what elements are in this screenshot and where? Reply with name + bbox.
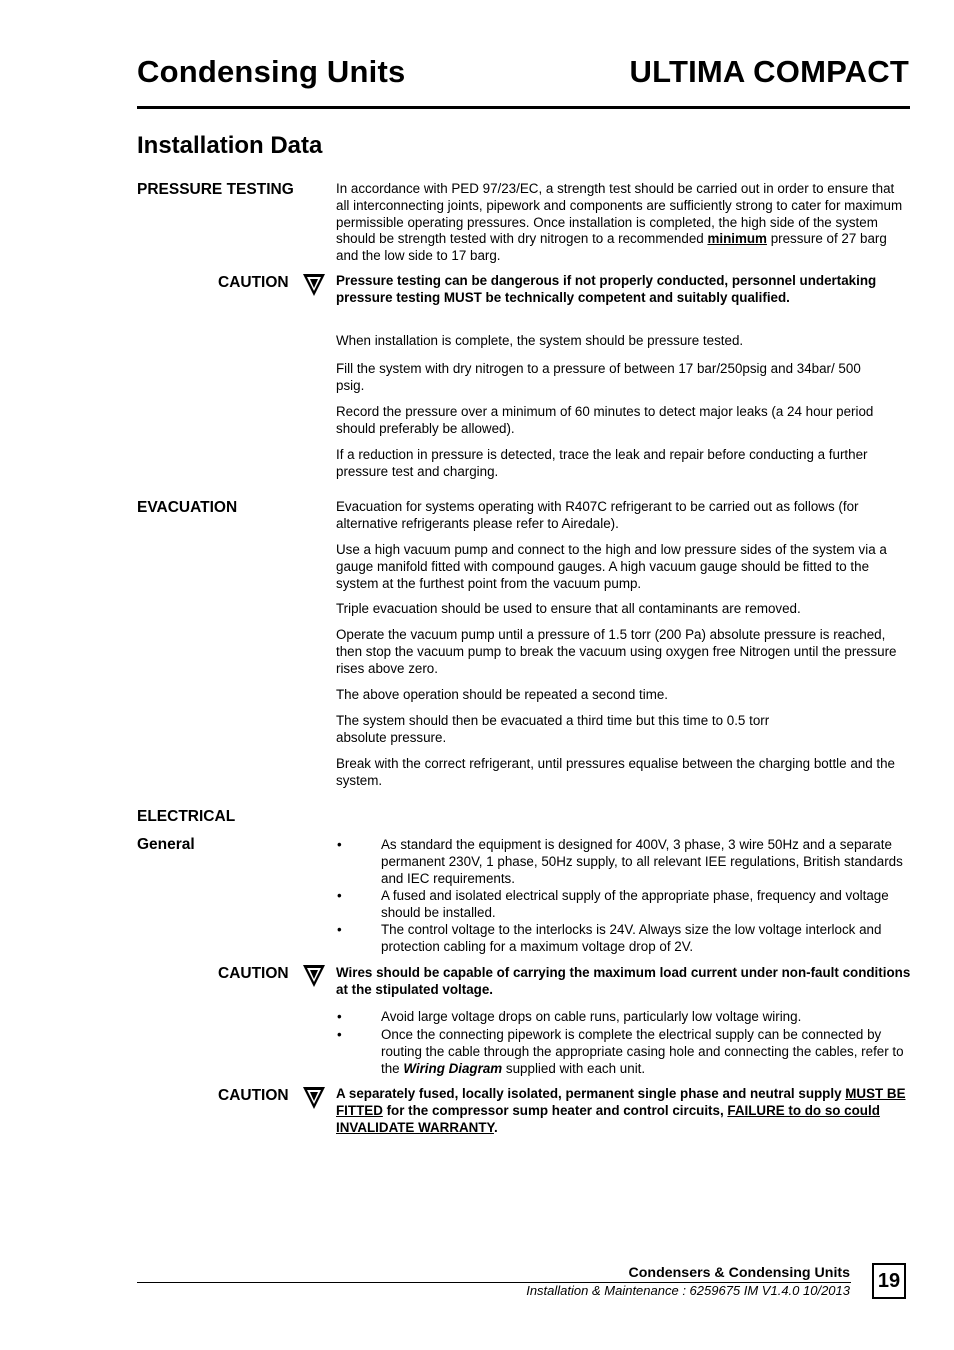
- caution-warning-icon: [302, 273, 326, 297]
- section-title: Installation Data: [137, 132, 323, 159]
- paragraph: Operate the vacuum pump until a pressure of 1.5 torr (200 Pa) absolute pressure is reached, then stop the vacuum pump to break the vacuum using oxygen free Nitrogen until the pressure rises above zero.: [336, 627, 897, 676]
- header-title: Condensing Units: [137, 54, 406, 89]
- paragraph: The system should then be evacuated a third time but this time to 0.5 torr absolute pressure.: [336, 713, 770, 745]
- paragraph: If a reduction in pressure is detected, trace the leak and repair before conducting a further pressure test and charging.: [336, 447, 868, 479]
- list-item: As standard the equipment is designed for 400V, 3 phase, 3 wire 50Hz and a separate permanent 230V, 1 phase, 50Hz supply, to all relevant IEE regulations, British standards and IEC requirements.: [381, 837, 903, 886]
- caution-warning-icon: [302, 964, 326, 988]
- caution-label: CAUTION: [218, 965, 289, 982]
- pressure-testing-intro: In accordance with PED 97/23/EC, a strength test should be carried out in order to ensure that all interconnecting joints, pipework and components are sufficiently strong to cater for maximum permissible operating pressures. Once installation is completed, the high side of the system should be strength tested with dry nitrogen to a recommended minimum pressure of 27 barg and the low side to 17 barg.: [336, 181, 903, 264]
- product-title: ULTIMA COMPACT: [629, 54, 909, 89]
- general-subheading: General: [137, 836, 195, 853]
- bullet-marker: •: [337, 888, 342, 903]
- wiring-diagram-reference: Wiring Diagram: [403, 1060, 503, 1076]
- bullet-marker: •: [337, 837, 342, 852]
- paragraph: When installation is complete, the system should be pressure tested.: [336, 333, 744, 348]
- caution-label: CAUTION: [218, 274, 289, 291]
- caution-text: Wires should be capable of carrying the maximum load current under non-fault conditions at the stipulated voltage.: [336, 965, 911, 997]
- header-divider: [137, 106, 910, 109]
- list-item: A fused and isolated electrical supply of the appropriate phase, frequency and voltage should be installed.: [381, 888, 889, 920]
- paragraph: Triple evacuation should be used to ensure that all contaminants are removed.: [336, 601, 801, 616]
- pressure-testing-heading: PRESSURE TESTING: [137, 181, 294, 198]
- bullet-marker: •: [337, 1009, 342, 1024]
- evacuation-heading: EVACUATION: [137, 499, 238, 516]
- electrical-heading: ELECTRICAL: [137, 808, 236, 825]
- page-number: 19: [872, 1263, 906, 1299]
- footer-document-reference: Installation & Maintenance : 6259675 IM V1.4.0 10/2013: [526, 1283, 850, 1298]
- paragraph: Record the pressure over a minimum of 60 minutes to detect major leaks (a 24 hour period should preferably be allowed).: [336, 404, 874, 436]
- emphasis-minimum: minimum: [707, 231, 767, 247]
- list-item: The control voltage to the interlocks is 24V. Always size the low voltage interlock and protection cabling for a maximum voltage drop of 2V.: [381, 922, 882, 954]
- caution-warning-icon: [302, 1086, 326, 1110]
- list-item: Once the connecting pipework is complete the electrical supply can be connected by routing the cable through the appropriate casing hole and connecting the cables, refer to the Wiring Diagram supplied with each unit.: [381, 1027, 904, 1076]
- caution-text: Pressure testing can be dangerous if not properly conducted, personnel undertaking pressure testing MUST be technically competent and suitably qualified.: [336, 273, 877, 305]
- bullet-marker: •: [337, 1027, 342, 1042]
- caution-label: CAUTION: [218, 1087, 289, 1104]
- bullet-marker: •: [337, 922, 342, 937]
- caution-text: A separately fused, locally isolated, permanent single phase and neutral supply MUST BE FITTED for the compressor sump heater and control circuits, FAILURE to do so could INVALIDATE WARRANTY.: [336, 1086, 906, 1135]
- paragraph: Evacuation for systems operating with R407C refrigerant to be carried out as follows (for alternative refrigerants please refer to Airedale).: [336, 499, 859, 531]
- paragraph: Use a high vacuum pump and connect to the high and low pressure sides of the system via a gauge manifold fitted with compound gauges. A high vacuum gauge should be fitted to the system at the furthest point from the vacuum pump.: [336, 542, 887, 591]
- paragraph: Fill the system with dry nitrogen to a pressure of between 17 bar/250psig and 34bar/ 500 psig.: [336, 361, 861, 393]
- paragraph: Break with the correct refrigerant, until pressures equalise between the charging bottle and the system.: [336, 756, 896, 788]
- list-item: Avoid large voltage drops on cable runs, particularly low voltage wiring.: [381, 1009, 802, 1024]
- footer-title: Condensers & Condensing Units: [628, 1265, 850, 1281]
- paragraph: The above operation should be repeated a second time.: [336, 687, 669, 702]
